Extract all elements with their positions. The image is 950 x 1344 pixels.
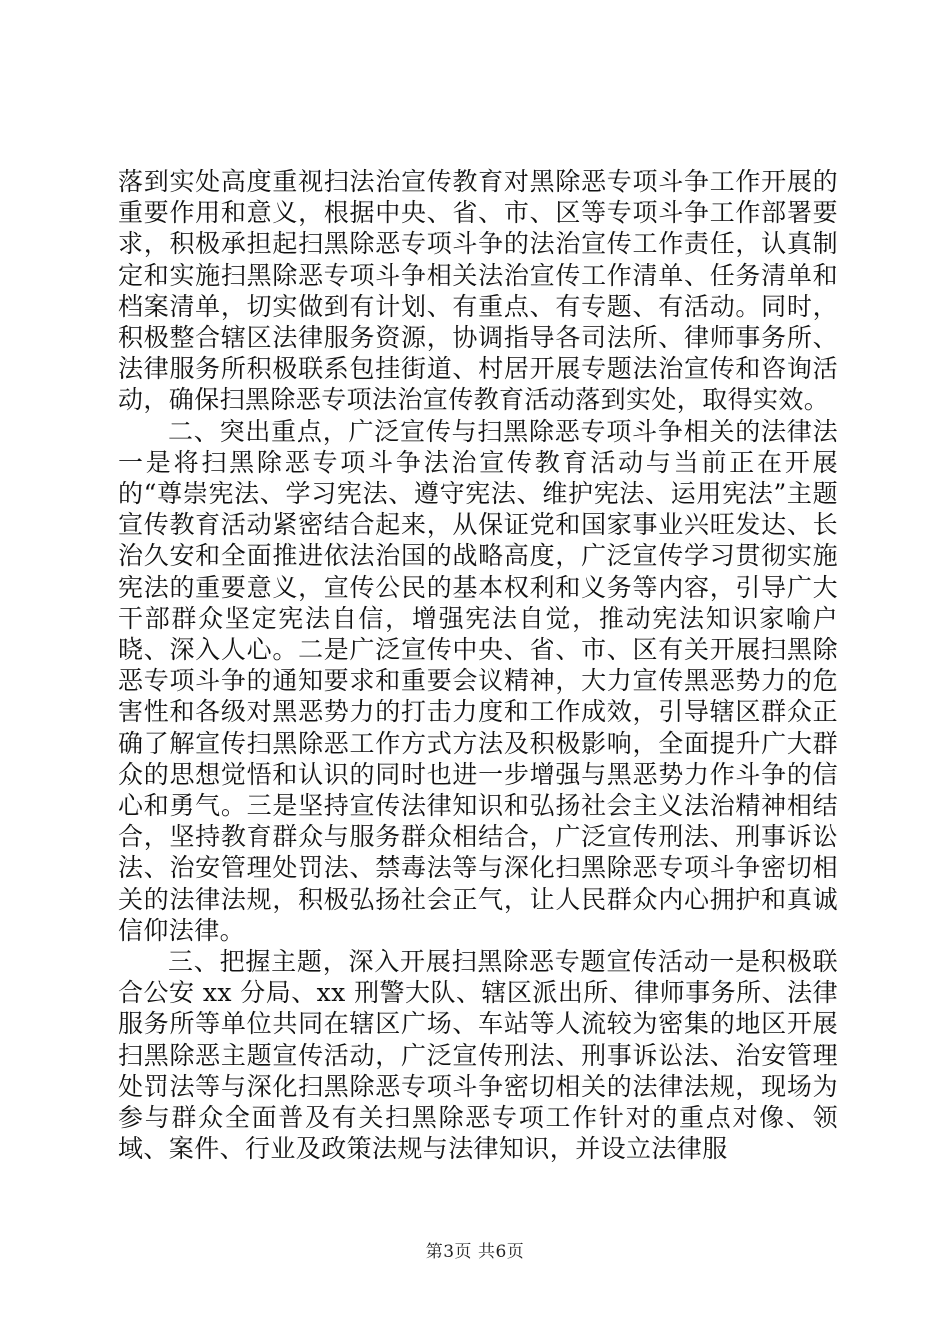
document-body — [118, 166, 838, 1165]
paragraph-section-three: 三、把握主题，深入开展扫黑除恶专题宣传活动一是积极联合公安 xx 分局、xx 刑警大队、辖区派出所、律师事务所、法律服务所等单位共同在辖区广场、车站等人流较为密集的地区开展扫黑除恶主题宣传活动，广泛宣传刑法、刑事诉讼法、治安管理处罚法等与深化扫黑除恶专项斗争密切相关的法律法规，现场为参与群众全面普及有关扫黑除恶专项工作针对的重点对像、领域、案件、行业及政策法规与法律知识，并设立法律服 — [118, 947, 838, 1164]
paragraph-section-two: 二、突出重点，广泛宣传与扫黑除恶专项斗争相关的法律法一是将扫黑除恶专项斗争法治宣传教育活动与当前正在开展的“尊崇宪法、学习宪法、遵守宪法、维护宪法、运用宪法”主题宣传教育活动紧密结合起来，从保证党和国家事业兴旺发达、长治久安和全面推进依法治国的战略高度，广泛宣传学习贯彻实施宪法的重要意义，宣传公民的基本权利和义务等内容，引导广大干部群众坚定宪法自信，增强宪法自觉，推动宪法知识家喻户晓、深入人心。二是广泛宣传中央、省、市、区有关开展扫黑除恶专项斗争的通知要求和重要会议精神，大力宣传黑恶势力的危害性和各级对黑恶势力的打击力度和工作成效，引导辖区群众正确了解宣传扫黑除恶工作方式方法及积极影响，全面提升广大群众的思想觉悟和认识的同时也进一步增强与黑恶势力作斗争的信心和勇气。三是坚持宣传法律知识和弘扬社会主义法治精神相结合，坚持教育群众与服务群众相结合，广泛宣传刑法、刑事诉讼法、治安管理处罚法、禁毒法等与深化扫黑除恶专项斗争密切相关的法律法规，积极弘扬社会正气，让人民群众内心拥护和真诚信仰法律。 — [118, 416, 838, 945]
page-number-footer: 第3页 共6页 — [425, 1242, 525, 1262]
paragraph-continuation: 落到实处高度重视扫法治宣传教育对黑除恶专项斗争工作开展的重要作用和意义，根据中央、省、市、区等专项斗争工作部署要求，积极承担起扫黑除恶专项斗争的法治宣传工作责任，认真制定和实施扫黑除恶专项斗争相关法治宣传工作清单、任务清单和档案清单，切实做到有计划、有重点、有专题、有活动。同时，积极整合辖区法律服务资源，协调指导各司法所、律师事务所、法律服务所积极联系包挂街道、村居开展专题法治宣传和咨询活动，确保扫黑除恶专项法治宣传教育活动落到实处，取得实效。 — [118, 167, 838, 415]
